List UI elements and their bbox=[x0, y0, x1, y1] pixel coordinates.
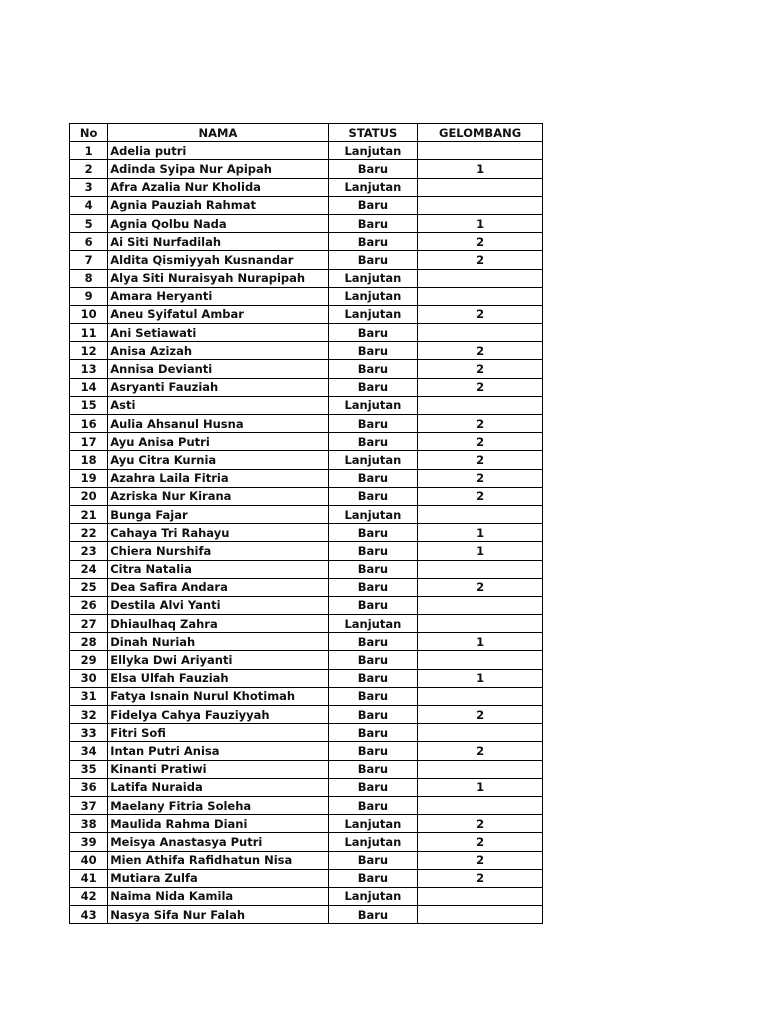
cell-nama: Annisa Devianti bbox=[108, 360, 328, 378]
cell-no: 31 bbox=[70, 687, 108, 705]
cell-gelombang: 2 bbox=[418, 251, 543, 269]
cell-nama: Dhiaulhaq Zahra bbox=[108, 615, 328, 633]
cell-gelombang bbox=[418, 724, 543, 742]
cell-status: Lanjutan bbox=[328, 178, 418, 196]
table-row bbox=[70, 451, 543, 469]
cell-gelombang bbox=[418, 796, 543, 814]
cell-no: 26 bbox=[70, 596, 108, 614]
cell-nama: Intan Putri Anisa bbox=[108, 742, 328, 760]
table-row bbox=[70, 778, 543, 796]
cell-no: 16 bbox=[70, 415, 108, 433]
table-row bbox=[70, 305, 543, 323]
table-row bbox=[70, 851, 543, 869]
cell-nama: Azriska Nur Kirana bbox=[108, 487, 328, 505]
cell-nama: Aulia Ahsanul Husna bbox=[108, 415, 328, 433]
header-row bbox=[70, 124, 543, 142]
cell-status: Baru bbox=[328, 796, 418, 814]
cell-nama: Agnia Pauziah Rahmat bbox=[108, 196, 328, 214]
cell-nama: Adelia putri bbox=[108, 142, 328, 160]
cell-nama: Amara Heryanti bbox=[108, 287, 328, 305]
cell-status: Baru bbox=[328, 524, 418, 542]
table-row bbox=[70, 378, 543, 396]
table-row bbox=[70, 796, 543, 814]
cell-gelombang bbox=[418, 560, 543, 578]
cell-no: 17 bbox=[70, 433, 108, 451]
table-row bbox=[70, 178, 543, 196]
cell-gelombang: 2 bbox=[418, 833, 543, 851]
cell-nama: Asti bbox=[108, 396, 328, 414]
cell-nama: Afra Azalia Nur Kholida bbox=[108, 178, 328, 196]
cell-no: 12 bbox=[70, 342, 108, 360]
table-row bbox=[70, 615, 543, 633]
table-row bbox=[70, 287, 543, 305]
cell-nama: Asryanti Fauziah bbox=[108, 378, 328, 396]
cell-no: 18 bbox=[70, 451, 108, 469]
cell-nama: Kinanti Pratiwi bbox=[108, 760, 328, 778]
cell-gelombang: 2 bbox=[418, 233, 543, 251]
table-row bbox=[70, 415, 543, 433]
cell-nama: Dea Safira Andara bbox=[108, 578, 328, 596]
table-row bbox=[70, 142, 543, 160]
cell-gelombang: 2 bbox=[418, 360, 543, 378]
cell-nama: Ellyka Dwi Ariyanti bbox=[108, 651, 328, 669]
cell-status: Baru bbox=[328, 724, 418, 742]
cell-status: Baru bbox=[328, 342, 418, 360]
cell-gelombang: 2 bbox=[418, 869, 543, 887]
table-row bbox=[70, 269, 543, 287]
cell-nama: Latifa Nuraida bbox=[108, 778, 328, 796]
cell-no: 35 bbox=[70, 760, 108, 778]
cell-no: 13 bbox=[70, 360, 108, 378]
cell-gelombang: 2 bbox=[418, 342, 543, 360]
cell-gelombang bbox=[418, 178, 543, 196]
cell-status: Lanjutan bbox=[328, 451, 418, 469]
table-row bbox=[70, 742, 543, 760]
cell-gelombang: 2 bbox=[418, 706, 543, 724]
cell-nama: Aldita Qismiyyah Kusnandar bbox=[108, 251, 328, 269]
table-row bbox=[70, 469, 543, 487]
cell-no: 38 bbox=[70, 815, 108, 833]
cell-status: Baru bbox=[328, 415, 418, 433]
table-row bbox=[70, 360, 543, 378]
cell-status: Baru bbox=[328, 651, 418, 669]
cell-gelombang: 2 bbox=[418, 378, 543, 396]
cell-no: 37 bbox=[70, 796, 108, 814]
cell-gelombang bbox=[418, 760, 543, 778]
cell-no: 27 bbox=[70, 615, 108, 633]
cell-nama: Destila Alvi Yanti bbox=[108, 596, 328, 614]
table-row bbox=[70, 487, 543, 505]
student-table bbox=[69, 123, 543, 924]
table-row bbox=[70, 505, 543, 523]
cell-gelombang bbox=[418, 196, 543, 214]
cell-nama: Aneu Syifatul Ambar bbox=[108, 305, 328, 323]
cell-nama: Maelany Fitria Soleha bbox=[108, 796, 328, 814]
cell-status: Baru bbox=[328, 378, 418, 396]
cell-gelombang: 1 bbox=[418, 669, 543, 687]
table-row bbox=[70, 196, 543, 214]
table-row bbox=[70, 651, 543, 669]
table-row bbox=[70, 833, 543, 851]
cell-no: 7 bbox=[70, 251, 108, 269]
cell-status: Baru bbox=[328, 487, 418, 505]
cell-gelombang: 2 bbox=[418, 578, 543, 596]
cell-no: 33 bbox=[70, 724, 108, 742]
cell-no: 20 bbox=[70, 487, 108, 505]
cell-gelombang bbox=[418, 287, 543, 305]
cell-no: 28 bbox=[70, 633, 108, 651]
cell-status: Baru bbox=[328, 251, 418, 269]
cell-status: Lanjutan bbox=[328, 615, 418, 633]
cell-status: Baru bbox=[328, 669, 418, 687]
cell-status: Baru bbox=[328, 469, 418, 487]
cell-nama: Ani Setiawati bbox=[108, 324, 328, 342]
cell-no: 43 bbox=[70, 906, 108, 924]
cell-status: Baru bbox=[328, 742, 418, 760]
cell-gelombang bbox=[418, 324, 543, 342]
cell-status: Baru bbox=[328, 160, 418, 178]
cell-no: 24 bbox=[70, 560, 108, 578]
cell-status: Lanjutan bbox=[328, 269, 418, 287]
table-row bbox=[70, 214, 543, 232]
cell-gelombang: 2 bbox=[418, 815, 543, 833]
table-row bbox=[70, 324, 543, 342]
cell-no: 23 bbox=[70, 542, 108, 560]
cell-nama: Mien Athifa Rafidhatun Nisa bbox=[108, 851, 328, 869]
cell-status: Baru bbox=[328, 596, 418, 614]
cell-no: 1 bbox=[70, 142, 108, 160]
cell-gelombang: 1 bbox=[418, 542, 543, 560]
cell-status: Baru bbox=[328, 214, 418, 232]
table-row bbox=[70, 560, 543, 578]
cell-no: 15 bbox=[70, 396, 108, 414]
table-row bbox=[70, 251, 543, 269]
table-row bbox=[70, 815, 543, 833]
cell-gelombang: 2 bbox=[418, 487, 543, 505]
table-row bbox=[70, 160, 543, 178]
cell-gelombang: 2 bbox=[418, 305, 543, 323]
cell-status: Baru bbox=[328, 233, 418, 251]
table-row bbox=[70, 633, 543, 651]
cell-status: Baru bbox=[328, 560, 418, 578]
cell-no: 14 bbox=[70, 378, 108, 396]
cell-no: 34 bbox=[70, 742, 108, 760]
cell-gelombang: 2 bbox=[418, 469, 543, 487]
cell-status: Lanjutan bbox=[328, 142, 418, 160]
cell-status: Lanjutan bbox=[328, 887, 418, 905]
cell-no: 9 bbox=[70, 287, 108, 305]
cell-nama: Nasya Sifa Nur Falah bbox=[108, 906, 328, 924]
cell-gelombang bbox=[418, 269, 543, 287]
cell-status: Baru bbox=[328, 433, 418, 451]
cell-status: Lanjutan bbox=[328, 305, 418, 323]
cell-status: Lanjutan bbox=[328, 287, 418, 305]
cell-nama: Dinah Nuriah bbox=[108, 633, 328, 651]
cell-gelombang bbox=[418, 396, 543, 414]
cell-status: Baru bbox=[328, 906, 418, 924]
table-header bbox=[70, 124, 543, 142]
cell-gelombang bbox=[418, 596, 543, 614]
cell-no: 29 bbox=[70, 651, 108, 669]
cell-nama: Ayu Anisa Putri bbox=[108, 433, 328, 451]
cell-nama: Naima Nida Kamila bbox=[108, 887, 328, 905]
cell-no: 39 bbox=[70, 833, 108, 851]
table-row bbox=[70, 524, 543, 542]
cell-nama: Bunga Fajar bbox=[108, 505, 328, 523]
table-row bbox=[70, 578, 543, 596]
cell-gelombang: 2 bbox=[418, 851, 543, 869]
table-row bbox=[70, 724, 543, 742]
cell-gelombang bbox=[418, 887, 543, 905]
cell-nama: Cahaya Tri Rahayu bbox=[108, 524, 328, 542]
cell-no: 32 bbox=[70, 706, 108, 724]
cell-gelombang: 2 bbox=[418, 451, 543, 469]
table-row bbox=[70, 542, 543, 560]
cell-gelombang: 2 bbox=[418, 415, 543, 433]
table-row bbox=[70, 687, 543, 705]
cell-gelombang: 1 bbox=[418, 160, 543, 178]
cell-no: 21 bbox=[70, 505, 108, 523]
cell-no: 19 bbox=[70, 469, 108, 487]
cell-gelombang bbox=[418, 651, 543, 669]
cell-status: Baru bbox=[328, 578, 418, 596]
table-row bbox=[70, 869, 543, 887]
table-row bbox=[70, 887, 543, 905]
cell-gelombang bbox=[418, 505, 543, 523]
cell-gelombang bbox=[418, 142, 543, 160]
cell-nama: Citra Natalia bbox=[108, 560, 328, 578]
cell-nama: Adinda Syipa Nur Apipah bbox=[108, 160, 328, 178]
header-gelombang: GELOMBANG bbox=[418, 124, 543, 142]
cell-status: Baru bbox=[328, 324, 418, 342]
cell-no: 10 bbox=[70, 305, 108, 323]
header-status: STATUS bbox=[328, 124, 418, 142]
cell-status: Baru bbox=[328, 869, 418, 887]
cell-nama: Fitri Sofi bbox=[108, 724, 328, 742]
cell-status: Baru bbox=[328, 687, 418, 705]
cell-status: Lanjutan bbox=[328, 505, 418, 523]
cell-nama: Ai Siti Nurfadilah bbox=[108, 233, 328, 251]
cell-gelombang bbox=[418, 615, 543, 633]
cell-no: 40 bbox=[70, 851, 108, 869]
cell-status: Baru bbox=[328, 706, 418, 724]
table-row bbox=[70, 433, 543, 451]
cell-no: 2 bbox=[70, 160, 108, 178]
table-row bbox=[70, 760, 543, 778]
cell-nama: Alya Siti Nuraisyah Nurapipah bbox=[108, 269, 328, 287]
table-row bbox=[70, 396, 543, 414]
cell-status: Baru bbox=[328, 360, 418, 378]
cell-status: Lanjutan bbox=[328, 396, 418, 414]
cell-status: Baru bbox=[328, 760, 418, 778]
table-body bbox=[70, 142, 543, 924]
table-row bbox=[70, 233, 543, 251]
cell-nama: Meisya Anastasya Putri bbox=[108, 833, 328, 851]
cell-nama: Chiera Nurshifa bbox=[108, 542, 328, 560]
cell-no: 30 bbox=[70, 669, 108, 687]
cell-gelombang: 1 bbox=[418, 214, 543, 232]
cell-nama: Ayu Citra Kurnia bbox=[108, 451, 328, 469]
cell-status: Baru bbox=[328, 633, 418, 651]
table-row bbox=[70, 596, 543, 614]
cell-nama: Azahra Laila Fitria bbox=[108, 469, 328, 487]
cell-status: Lanjutan bbox=[328, 833, 418, 851]
cell-no: 25 bbox=[70, 578, 108, 596]
cell-gelombang bbox=[418, 906, 543, 924]
table-row bbox=[70, 342, 543, 360]
cell-gelombang: 1 bbox=[418, 524, 543, 542]
cell-status: Baru bbox=[328, 851, 418, 869]
cell-status: Baru bbox=[328, 196, 418, 214]
cell-no: 36 bbox=[70, 778, 108, 796]
cell-gelombang: 2 bbox=[418, 433, 543, 451]
cell-nama: Maulida Rahma Diani bbox=[108, 815, 328, 833]
cell-no: 11 bbox=[70, 324, 108, 342]
cell-nama: Anisa Azizah bbox=[108, 342, 328, 360]
cell-nama: Elsa Ulfah Fauziah bbox=[108, 669, 328, 687]
cell-no: 5 bbox=[70, 214, 108, 232]
cell-status: Baru bbox=[328, 542, 418, 560]
cell-no: 22 bbox=[70, 524, 108, 542]
cell-status: Baru bbox=[328, 778, 418, 796]
cell-gelombang: 1 bbox=[418, 633, 543, 651]
header-nama: NAMA bbox=[108, 124, 328, 142]
cell-nama: Fatya Isnain Nurul Khotimah bbox=[108, 687, 328, 705]
cell-no: 8 bbox=[70, 269, 108, 287]
cell-no: 3 bbox=[70, 178, 108, 196]
cell-no: 4 bbox=[70, 196, 108, 214]
table-row bbox=[70, 706, 543, 724]
cell-gelombang: 2 bbox=[418, 742, 543, 760]
cell-no: 6 bbox=[70, 233, 108, 251]
cell-nama: Fidelya Cahya Fauziyyah bbox=[108, 706, 328, 724]
table-row bbox=[70, 906, 543, 924]
cell-nama: Mutiara Zulfa bbox=[108, 869, 328, 887]
cell-no: 41 bbox=[70, 869, 108, 887]
cell-status: Lanjutan bbox=[328, 815, 418, 833]
cell-gelombang: 1 bbox=[418, 778, 543, 796]
cell-nama: Agnia Qolbu Nada bbox=[108, 214, 328, 232]
table-row bbox=[70, 669, 543, 687]
cell-gelombang bbox=[418, 687, 543, 705]
cell-no: 42 bbox=[70, 887, 108, 905]
header-no: No bbox=[70, 124, 108, 142]
